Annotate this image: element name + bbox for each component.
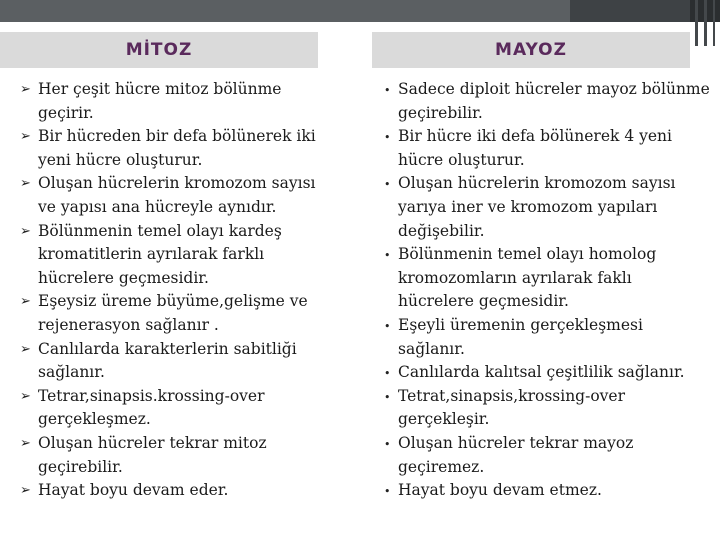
top-bar-segment: [570, 0, 690, 22]
round-bullet-icon: •: [384, 178, 391, 192]
mitoz-list: [20, 78, 338, 503]
round-bullet-icon: •: [384, 437, 391, 451]
arrow-check-bullet-icon: ➢: [20, 176, 31, 192]
mayoz-item: • Eşeyli üremenin gerçekleşmesi sağlanır.: [384, 315, 643, 358]
mitoz-item: ➢ Canlılarda karakterlerin sabitliği sağlanır.: [20, 339, 297, 382]
mitoz-item: ➢ Hayat boyu devam eder.: [20, 479, 338, 503]
mayoz-list: [380, 78, 710, 503]
decorative-stripe: [704, 0, 707, 46]
round-bullet-icon: •: [384, 249, 391, 263]
mitoz-item: ➢ Bir hücreden bir defa bölünerek iki yeni hücre oluşturur.: [20, 127, 316, 169]
mayoz-item: • Oluşan hücrelerin kromozom sayısı yarıya iner ve kromozom yapıları değişebilir.: [384, 174, 676, 240]
mitoz-item: ➢ Tetrar,sinapsis.krossing-over gerçekleşmez.: [20, 386, 265, 429]
arrow-check-bullet-icon: ➢: [20, 483, 31, 499]
top-bar-segment: [0, 0, 570, 22]
round-bullet-icon: •: [384, 390, 391, 404]
mayoz-header: [372, 32, 690, 68]
arrow-check-bullet-icon: ➢: [20, 82, 31, 97]
mitoz-title: MİTOZ: [125, 40, 193, 60]
mitoz-header: [0, 32, 318, 68]
mitoz-item: ➢ Oluşan hücreler tekrar mitoz geçirebilir.: [20, 433, 267, 476]
decorative-top-bar: [0, 0, 720, 22]
mitoz-item: ➢ Eşeysiz üreme büyüme,gelişme ve rejenerasyon sağlanır .: [20, 292, 308, 334]
arrow-check-bullet-icon: ➢: [20, 223, 31, 239]
arrow-check-bullet-icon: ➢: [20, 341, 31, 357]
round-bullet-icon: •: [384, 131, 391, 145]
mayoz-item: • Bölünmenin temel olayı homolog kromozomların ayrılarak faklı hücrelere geçmesidir.: [384, 245, 657, 311]
mayoz-item: • Canlılarda kalıtsal çeşitlilik sağlanır.: [380, 361, 710, 385]
round-bullet-icon: •: [384, 367, 391, 381]
mayoz-item: • Oluşan hücreler tekrar mayoz geçiremez.: [384, 433, 634, 476]
arrow-check-bullet-icon: ➢: [20, 129, 31, 145]
decorative-stripe: [695, 0, 698, 46]
mayoz-item: • Sadece diploit hücreler mayoz bölünme geçirebilir.: [384, 80, 710, 122]
decorative-stripe: [713, 0, 715, 46]
mitoz-item: ➢ Bölünmenin temel olayı kardeş kromatitlerin ayrılarak farklı hücrelere geçmesidir.: [20, 221, 282, 287]
arrow-check-bullet-icon: ➢: [20, 435, 31, 451]
mitoz-item: ➢ Oluşan hücrelerin kromozom sayısı ve yapısı ana hücreyle aynıdır.: [20, 174, 316, 216]
mayoz-item: • Bir hücre iki defa bölünerek 4 yeni hücre oluşturur.: [384, 127, 672, 169]
round-bullet-icon: •: [384, 84, 391, 97]
mayoz-item: • Hayat boyu devam etmez.: [380, 479, 710, 503]
arrow-check-bullet-icon: ➢: [20, 294, 31, 310]
round-bullet-icon: •: [384, 485, 391, 499]
arrow-check-bullet-icon: ➢: [20, 388, 31, 404]
mayoz-item: • Tetrat,sinapsis,krossing-over gerçekleşir.: [384, 386, 626, 429]
round-bullet-icon: •: [384, 319, 391, 333]
mitoz-item: ➢ Her çeşit hücre mitoz bölünme geçirir.: [20, 80, 282, 122]
mayoz-title: MAYOZ: [495, 40, 567, 60]
